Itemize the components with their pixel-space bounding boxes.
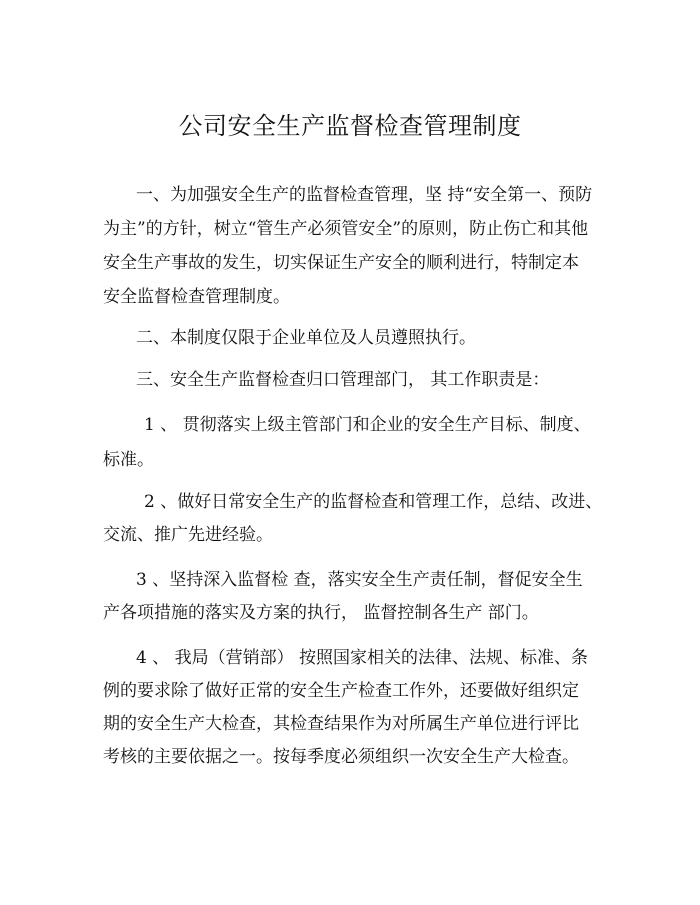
paragraph-7-line-4: 考核的主要依据之一。按每季度必须组织一次安全生产大检查。: [103, 747, 579, 767]
paragraph-1-line-1: 一、为加强安全生产的监督检查管理，坚 持“安全第一、预防: [136, 185, 593, 205]
paragraph-7-line-1: 4 、 我局（营销部） 按照国家相关的法律、法规、标准、条: [136, 648, 589, 668]
document-title: 公司安全生产监督检查管理制度: [178, 112, 522, 140]
paragraph-5-line-1: 2 、做好日常安全生产的监督检查和管理工作，总结、改进、: [144, 492, 603, 512]
paragraph-5-line-2: 交流、推广先进经验。: [103, 525, 273, 545]
paragraph-3-line-1: 三、安全生产监督检查归口管理部门， 其工作职责是：: [136, 370, 550, 390]
paragraph-6-line-1: 3 、坚持深入监督检 查，落实安全生产责任制，督促安全生: [136, 570, 583, 590]
paragraph-7-line-3: 期的安全生产大检查，其检查结果作为对所属生产单位进行评比: [103, 714, 579, 734]
paragraph-7-line-2: 例的要求除了做好正常的安全生产检查工作外，还要做好组织定: [103, 681, 579, 701]
paragraph-4-line-1: 1 、 贯彻落实上级主管部门和企业的安全生产目标、制度、: [144, 415, 591, 435]
paragraph-6-line-2: 产各项措施的落实及方案的执行， 监督控制各生产 部门。: [103, 603, 539, 623]
paragraph-1-line-3: 安全生产事故的发生，切实保证生产安全的顺利进行，特制定本: [103, 253, 579, 273]
paragraph-2-line-1: 二、本制度仅限于企业单位及人员遵照执行。: [136, 328, 476, 348]
paragraph-4-line-2: 标准。: [103, 450, 154, 470]
paragraph-1-line-2: 为主”的方针，树立“管生产必须管安全”的原则，防止伤亡和其他: [103, 219, 589, 239]
paragraph-1-line-4: 安全监督检查管理制度。: [103, 287, 290, 307]
